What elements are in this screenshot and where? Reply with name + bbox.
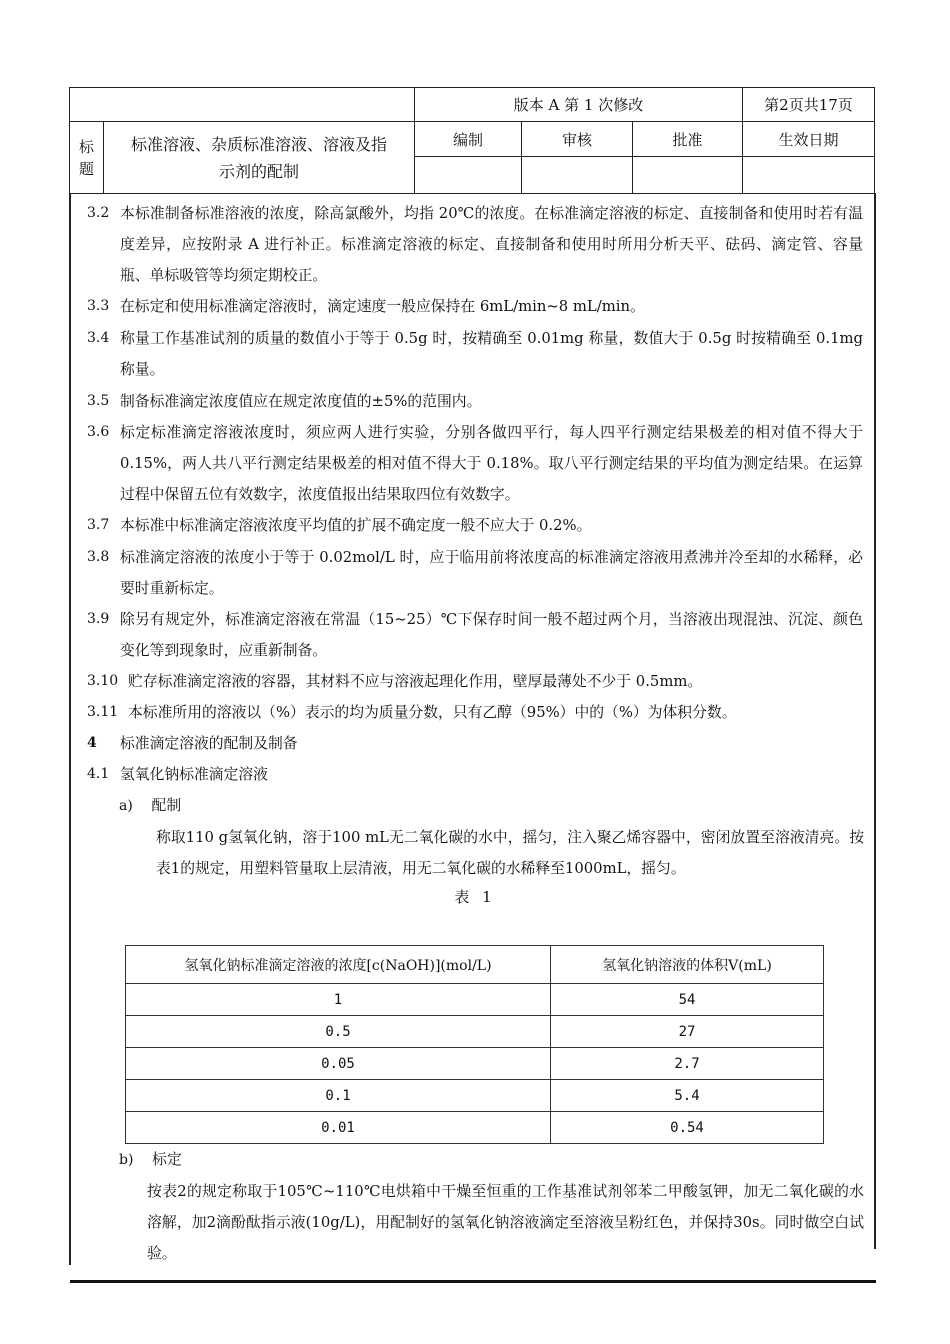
table-cell-concentration: 0.1 — [126, 1080, 551, 1112]
clause-text: 本标准所用的溶液以（%）表示的均为质量分数，只有乙醇（95%）中的（%）为体积分数。 — [128, 704, 737, 721]
table-cell-concentration: 1 — [126, 984, 551, 1016]
clause-number: 3.3 — [87, 298, 110, 314]
col-approved: 批准 — [633, 122, 743, 157]
clause-text: 称量工作基准试剂的质量的数值小于等于 0.5g 时，按精确至 0.01mg 称量，数值大于 0.5g 时按精确至 0.1mg 称量。 — [120, 330, 863, 378]
left-frame-line — [69, 193, 71, 1265]
clause-text: 标定标准滴定溶液浓度时，须应两人进行实验，分别各做四平行，每人四平行测定结果极差的相对值不得大于 0.15%，两人共八平行测定结果极差的相对值不得大于 0.18%。取八平行测定结果的平均值为测定结果。在运算过程中保留五位有效数字，浓度值报出结果取四位有效数字。 — [120, 424, 863, 503]
col-reviewed: 审核 — [522, 122, 633, 157]
table-cell-volume: 5.4 — [551, 1080, 824, 1112]
table-cell-volume: 54 — [551, 984, 824, 1016]
clause-number: 3.8 — [87, 549, 110, 565]
header-blank-cell — [70, 88, 415, 122]
section-a-label: a) — [119, 798, 133, 814]
clause-3-11 — [87, 697, 863, 728]
table-1 — [125, 945, 824, 1144]
section-b-title: 标定 — [152, 1151, 182, 1168]
col-effective-date: 生效日期 — [743, 122, 875, 157]
clause-3-5 — [87, 386, 863, 417]
section-a-heading — [119, 790, 181, 822]
document-header-table — [69, 87, 875, 194]
table-cell-concentration: 0.05 — [126, 1048, 551, 1080]
table-cell-volume: 2.7 — [551, 1048, 824, 1080]
clause-number: 4 — [87, 735, 97, 751]
page-bottom-rule — [70, 1280, 876, 1283]
clause-text: 制备标准滴定浓度值应在规定浓度值的±5%的范围内。 — [120, 393, 482, 410]
table-cell-concentration: 0.01 — [126, 1112, 551, 1144]
clause-text: 贮存标准滴定溶液的容器，其材料不应与溶液起理化作用，壁厚最薄处不少于 0.5mm。 — [128, 673, 703, 690]
clause-3-7 — [87, 510, 863, 541]
table-cell-concentration: 0.5 — [126, 1016, 551, 1048]
table-cell-volume: 27 — [551, 1016, 824, 1048]
clause-number: 3.11 — [87, 704, 119, 720]
clause-3-4 — [87, 323, 863, 385]
clause-3-8 — [87, 542, 863, 604]
clause-text: 除另有规定外，标准滴定溶液在常温（15~25）℃下保存时间一般不超过两个月，当溶液出现混浊、沉淀、颜色变化等到现象时，应重新制备。 — [120, 611, 863, 659]
clause-text: 在标定和使用标准滴定溶液时，滴定速度一般应保持在 6mL/min~8 mL/min。 — [120, 298, 645, 315]
clause-3-9 — [87, 604, 863, 666]
clause-number: 3.2 — [87, 205, 110, 221]
title-label: 标题 — [78, 137, 94, 178]
section-b-label: b) — [119, 1152, 134, 1168]
right-frame-line — [874, 193, 876, 1249]
document-title-cell — [104, 122, 415, 194]
clause-3-10 — [87, 666, 863, 697]
title-label-cell — [70, 122, 104, 194]
approved-signature-cell — [633, 157, 743, 194]
clause-number: 3.7 — [87, 517, 110, 533]
clause-3-6 — [87, 417, 863, 510]
clause-text: 本标准制备标准溶液的浓度，除高氯酸外，均指 20℃的浓度。在标准滴定溶液的标定、直接制备和使用时若有温度差异，应按附录 A 进行补正。标准滴定溶液的标定、直接制备和使用时所用分析天平、砝码、滴定管、容量瓶、单标吸管等均须定期校正。 — [120, 205, 863, 284]
document-title: 标准溶液、杂质标准溶液、溶液及指示剂的配制 — [130, 134, 387, 181]
version-label: 版本 A 第 1 次修改 — [415, 88, 743, 122]
clause-number: 3.9 — [87, 611, 110, 627]
compiled-signature-cell — [415, 157, 522, 194]
section-4-heading — [87, 728, 863, 759]
clause-3-2 — [87, 198, 863, 291]
table-1-caption: 表 1 — [454, 888, 496, 906]
clause-4-1 — [87, 759, 863, 790]
table-cell-volume: 0.54 — [551, 1112, 824, 1144]
page-number: 第2页共17页 — [743, 88, 875, 122]
clause-number: 3.5 — [87, 393, 110, 409]
section-a-title: 配制 — [151, 797, 182, 814]
reviewed-signature-cell — [522, 157, 633, 194]
effective-date-cell — [743, 157, 875, 194]
section-b-heading — [119, 1144, 182, 1176]
clause-3-3 — [87, 291, 863, 322]
clause-text: 本标准中标准滴定溶液浓度平均值的扩展不确定度一般不应大于 0.2%。 — [120, 517, 592, 534]
clause-number: 3.10 — [87, 673, 119, 689]
clause-number: 3.4 — [87, 330, 110, 346]
clause-text: 标准滴定溶液的配制及制备 — [120, 735, 298, 752]
clause-number: 4.1 — [87, 766, 110, 782]
col-compiled: 编制 — [415, 122, 522, 157]
table-header-concentration: 氢氧化钠标准滴定溶液的浓度[c(NaOH)](mol/L) — [126, 946, 551, 984]
clause-text: 标准滴定溶液的浓度小于等于 0.02mol/L 时，应于临用前将浓度高的标准滴定溶液用煮沸并冷至却的水稀释，必要时重新标定。 — [120, 549, 863, 597]
clause-number: 3.6 — [87, 424, 110, 440]
table-header-volume: 氢氧化钠溶液的体积V(mL) — [551, 946, 824, 984]
section-b-text: 按表2的规定称取于105℃~110℃电烘箱中干燥至恒重的工作基准试剂邻苯二甲酸氢钾，加无二氧化碳的水溶解，加2滴酚酞指示液(10g/L)，用配制好的氢氧化钠溶液滴定至溶液呈粉红色，并保持30s。同时做空白试验。 — [147, 1183, 864, 1262]
section-a-text: 称取110 g氢氧化钠，溶于100 mL无二氧化碳的水中，摇匀，注入聚乙烯容器中，密闭放置至溶液清亮。按表1的规定，用塑料管量取上层清液，用无二氧化碳的水稀释至1000mL，摇匀。 — [156, 829, 864, 877]
clause-text: 氢氧化钠标准滴定溶液 — [120, 766, 268, 783]
